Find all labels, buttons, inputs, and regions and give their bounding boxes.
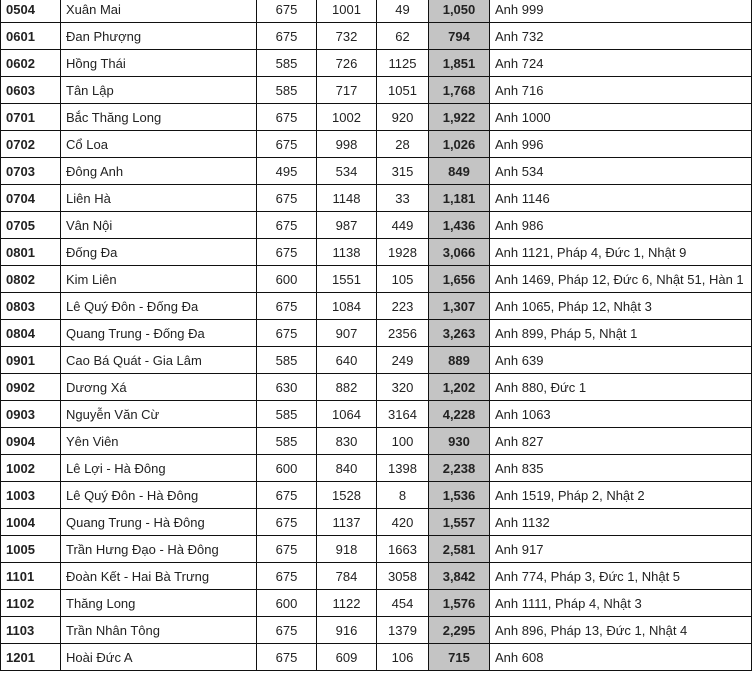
quota-cell: 675 [257, 0, 317, 23]
school-code-cell: 0701 [1, 104, 61, 131]
nv1-cell: 1002 [317, 104, 377, 131]
total-cell: 1,656 [429, 266, 490, 293]
nv1-cell: 882 [317, 374, 377, 401]
languages-cell: Anh 1000 [490, 104, 752, 131]
table-row [1, 347, 752, 374]
languages-cell: Anh 835 [490, 455, 752, 482]
school-name-cell: Vân Nội [61, 212, 257, 239]
table-row [1, 131, 752, 158]
school-name-cell: Trần Hưng Đạo - Hà Đông [61, 536, 257, 563]
table-row [1, 185, 752, 212]
total-cell: 889 [429, 347, 490, 374]
total-cell: 2,295 [429, 617, 490, 644]
school-name-cell: Trần Nhân Tông [61, 617, 257, 644]
languages-cell: Anh 1469, Pháp 12, Đức 6, Nhật 51, Hàn 1 [490, 266, 752, 293]
nv1-cell: 1064 [317, 401, 377, 428]
nv2-cell: 49 [377, 0, 429, 23]
school-code-cell: 1002 [1, 455, 61, 482]
quota-cell: 585 [257, 50, 317, 77]
nv2-cell: 8 [377, 482, 429, 509]
school-code-cell: 0601 [1, 23, 61, 50]
school-code-cell: 0802 [1, 266, 61, 293]
school-code-cell: 0603 [1, 77, 61, 104]
nv2-cell: 449 [377, 212, 429, 239]
table-row [1, 617, 752, 644]
nv1-cell: 640 [317, 347, 377, 374]
quota-cell: 675 [257, 536, 317, 563]
quota-cell: 675 [257, 644, 317, 671]
nv2-cell: 1051 [377, 77, 429, 104]
school-code-cell: 1003 [1, 482, 61, 509]
quota-cell: 675 [257, 239, 317, 266]
quota-cell: 600 [257, 266, 317, 293]
total-cell: 1,307 [429, 293, 490, 320]
total-cell: 1,181 [429, 185, 490, 212]
school-code-cell: 0801 [1, 239, 61, 266]
table-row [1, 644, 752, 671]
quota-cell: 585 [257, 428, 317, 455]
school-code-cell: 0804 [1, 320, 61, 347]
school-name-cell: Kim Liên [61, 266, 257, 293]
school-code-cell: 1101 [1, 563, 61, 590]
school-code-cell: 0704 [1, 185, 61, 212]
school-name-cell: Liên Hà [61, 185, 257, 212]
school-name-cell: Thăng Long [61, 590, 257, 617]
total-cell: 1,026 [429, 131, 490, 158]
languages-cell: Anh 716 [490, 77, 752, 104]
languages-cell: Anh 732 [490, 23, 752, 50]
nv2-cell: 1398 [377, 455, 429, 482]
nv1-cell: 918 [317, 536, 377, 563]
nv2-cell: 62 [377, 23, 429, 50]
table-row [1, 590, 752, 617]
total-cell: 1,576 [429, 590, 490, 617]
nv2-cell: 2356 [377, 320, 429, 347]
school-code-cell: 1103 [1, 617, 61, 644]
school-name-cell: Xuân Mai [61, 0, 257, 23]
table-row [1, 374, 752, 401]
table-row [1, 428, 752, 455]
quota-cell: 630 [257, 374, 317, 401]
school-name-cell: Lê Quý Đôn - Đống Đa [61, 293, 257, 320]
nv1-cell: 1137 [317, 509, 377, 536]
total-cell: 2,238 [429, 455, 490, 482]
languages-cell: Anh 608 [490, 644, 752, 671]
table-row [1, 401, 752, 428]
nv1-cell: 1551 [317, 266, 377, 293]
table-row [1, 266, 752, 293]
school-name-cell: Lê Lợi - Hà Đông [61, 455, 257, 482]
languages-cell: Anh 1063 [490, 401, 752, 428]
nv1-cell: 1528 [317, 482, 377, 509]
quota-cell: 495 [257, 158, 317, 185]
school-name-cell: Đống Đa [61, 239, 257, 266]
quota-cell: 600 [257, 455, 317, 482]
quota-cell: 675 [257, 104, 317, 131]
school-code-cell: 0903 [1, 401, 61, 428]
nv1-cell: 1138 [317, 239, 377, 266]
school-code-cell: 1102 [1, 590, 61, 617]
languages-cell: Anh 917 [490, 536, 752, 563]
nv1-cell: 1001 [317, 0, 377, 23]
nv2-cell: 106 [377, 644, 429, 671]
quota-cell: 675 [257, 23, 317, 50]
table-row [1, 77, 752, 104]
school-code-cell: 0901 [1, 347, 61, 374]
quota-cell: 585 [257, 401, 317, 428]
nv1-cell: 717 [317, 77, 377, 104]
languages-cell: Anh 639 [490, 347, 752, 374]
languages-cell: Anh 899, Pháp 5, Nhật 1 [490, 320, 752, 347]
nv2-cell: 100 [377, 428, 429, 455]
languages-cell: Anh 1146 [490, 185, 752, 212]
table-row [1, 212, 752, 239]
total-cell: 1,557 [429, 509, 490, 536]
school-code-cell: 0902 [1, 374, 61, 401]
nv2-cell: 420 [377, 509, 429, 536]
quota-cell: 675 [257, 131, 317, 158]
total-cell: 2,581 [429, 536, 490, 563]
school-name-cell: Bắc Thăng Long [61, 104, 257, 131]
school-name-cell: Yên Viên [61, 428, 257, 455]
nv1-cell: 784 [317, 563, 377, 590]
languages-cell: Anh 996 [490, 131, 752, 158]
school-code-cell: 0504 [1, 0, 61, 23]
nv1-cell: 830 [317, 428, 377, 455]
total-cell: 849 [429, 158, 490, 185]
school-name-cell: Cao Bá Quát - Gia Lâm [61, 347, 257, 374]
total-cell: 1,050 [429, 0, 490, 23]
school-name-cell: Quang Trung - Hà Đông [61, 509, 257, 536]
languages-cell: Anh 774, Pháp 3, Đức 1, Nhật 5 [490, 563, 752, 590]
quota-cell: 675 [257, 320, 317, 347]
table-row [1, 536, 752, 563]
school-name-cell: Đoàn Kết - Hai Bà Trưng [61, 563, 257, 590]
quota-cell: 675 [257, 212, 317, 239]
school-code-cell: 0702 [1, 131, 61, 158]
languages-cell: Anh 1519, Pháp 2, Nhật 2 [490, 482, 752, 509]
total-cell: 1,922 [429, 104, 490, 131]
nv2-cell: 105 [377, 266, 429, 293]
nv1-cell: 732 [317, 23, 377, 50]
total-cell: 1,436 [429, 212, 490, 239]
quota-cell: 675 [257, 617, 317, 644]
table-row [1, 563, 752, 590]
quota-cell: 675 [257, 563, 317, 590]
languages-cell: Anh 880, Đức 1 [490, 374, 752, 401]
nv1-cell: 907 [317, 320, 377, 347]
quota-cell: 675 [257, 482, 317, 509]
table-row [1, 50, 752, 77]
nv2-cell: 3058 [377, 563, 429, 590]
languages-cell: Anh 534 [490, 158, 752, 185]
total-cell: 794 [429, 23, 490, 50]
total-cell: 715 [429, 644, 490, 671]
nv2-cell: 1928 [377, 239, 429, 266]
nv1-cell: 726 [317, 50, 377, 77]
nv2-cell: 1125 [377, 50, 429, 77]
school-code-cell: 1201 [1, 644, 61, 671]
nv1-cell: 998 [317, 131, 377, 158]
quota-cell: 675 [257, 509, 317, 536]
nv2-cell: 320 [377, 374, 429, 401]
table-row [1, 239, 752, 266]
total-cell: 1,851 [429, 50, 490, 77]
quota-cell: 585 [257, 77, 317, 104]
school-name-cell: Dương Xá [61, 374, 257, 401]
languages-cell: Anh 724 [490, 50, 752, 77]
nv1-cell: 840 [317, 455, 377, 482]
school-name-cell: Hoài Đức A [61, 644, 257, 671]
quota-cell: 675 [257, 185, 317, 212]
nv1-cell: 609 [317, 644, 377, 671]
nv1-cell: 916 [317, 617, 377, 644]
school-name-cell: Đan Phượng [61, 23, 257, 50]
table-row [1, 320, 752, 347]
languages-cell: Anh 896, Pháp 13, Đức 1, Nhật 4 [490, 617, 752, 644]
nv1-cell: 1122 [317, 590, 377, 617]
table-row [1, 0, 752, 23]
school-code-cell: 0803 [1, 293, 61, 320]
school-name-cell: Lê Quý Đôn - Hà Đông [61, 482, 257, 509]
total-cell: 1,536 [429, 482, 490, 509]
quota-cell: 585 [257, 347, 317, 374]
school-code-cell: 0703 [1, 158, 61, 185]
table-row [1, 158, 752, 185]
table-body [1, 0, 752, 671]
table-row [1, 104, 752, 131]
school-name-cell: Quang Trung - Đống Đa [61, 320, 257, 347]
languages-cell: Anh 999 [490, 0, 752, 23]
nv1-cell: 534 [317, 158, 377, 185]
nv1-cell: 1148 [317, 185, 377, 212]
nv2-cell: 1663 [377, 536, 429, 563]
total-cell: 1,768 [429, 77, 490, 104]
table-row [1, 509, 752, 536]
languages-cell: Anh 1065, Pháp 12, Nhật 3 [490, 293, 752, 320]
school-code-cell: 1004 [1, 509, 61, 536]
nv1-cell: 1084 [317, 293, 377, 320]
total-cell: 3,842 [429, 563, 490, 590]
table-row [1, 482, 752, 509]
total-cell: 930 [429, 428, 490, 455]
total-cell: 4,228 [429, 401, 490, 428]
nv2-cell: 3164 [377, 401, 429, 428]
school-name-cell: Tân Lập [61, 77, 257, 104]
languages-cell: Anh 1121, Pháp 4, Đức 1, Nhật 9 [490, 239, 752, 266]
total-cell: 3,263 [429, 320, 490, 347]
nv2-cell: 920 [377, 104, 429, 131]
school-name-cell: Đông Anh [61, 158, 257, 185]
languages-cell: Anh 1132 [490, 509, 752, 536]
school-code-cell: 0602 [1, 50, 61, 77]
table-row [1, 455, 752, 482]
nv2-cell: 1379 [377, 617, 429, 644]
total-cell: 1,202 [429, 374, 490, 401]
quota-cell: 600 [257, 590, 317, 617]
school-code-cell: 1005 [1, 536, 61, 563]
school-name-cell: Cổ Loa [61, 131, 257, 158]
nv2-cell: 28 [377, 131, 429, 158]
total-cell: 3,066 [429, 239, 490, 266]
nv2-cell: 249 [377, 347, 429, 374]
nv2-cell: 315 [377, 158, 429, 185]
quota-cell: 675 [257, 293, 317, 320]
nv2-cell: 223 [377, 293, 429, 320]
languages-cell: Anh 1111, Pháp 4, Nhật 3 [490, 590, 752, 617]
languages-cell: Anh 986 [490, 212, 752, 239]
languages-cell: Anh 827 [490, 428, 752, 455]
school-code-cell: 0904 [1, 428, 61, 455]
school-name-cell: Hồng Thái [61, 50, 257, 77]
nv2-cell: 33 [377, 185, 429, 212]
table-row [1, 23, 752, 50]
nv1-cell: 987 [317, 212, 377, 239]
table-row [1, 293, 752, 320]
school-code-cell: 0705 [1, 212, 61, 239]
nv2-cell: 454 [377, 590, 429, 617]
school-name-cell: Nguyễn Văn Cừ [61, 401, 257, 428]
